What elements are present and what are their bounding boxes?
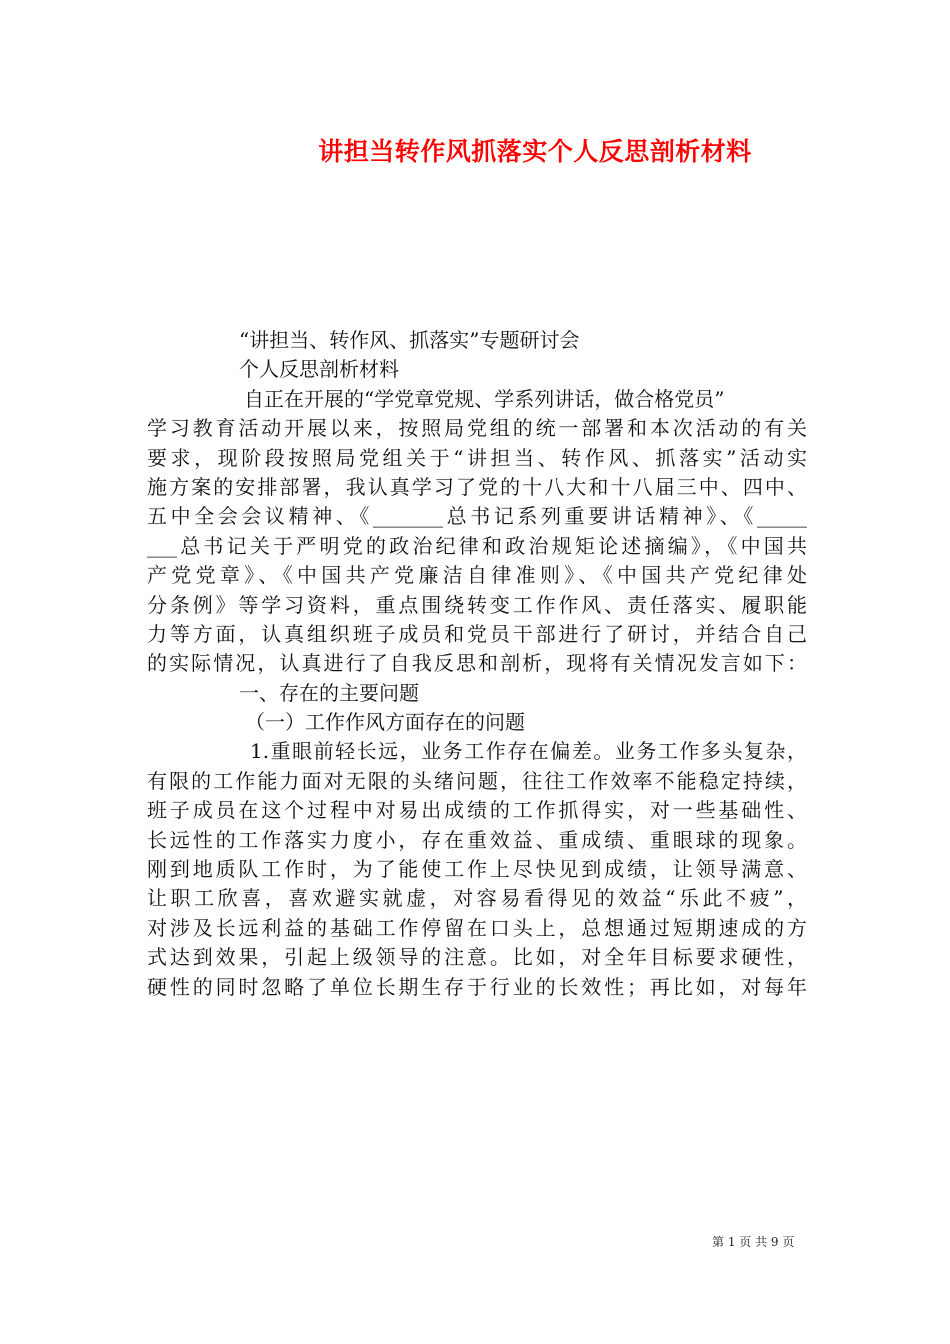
paragraph-line: ___总书记关于严明党的政治纪律和政治规矩论述摘编》，《中国共 xyxy=(147,533,807,558)
subtitle-line-2: 个人反思剖析材料 xyxy=(239,357,399,382)
paragraph-line: 产党党章》、《中国共产党廉洁自律准则》、《中国共产党纪律处 xyxy=(147,563,807,588)
point-line: 对涉及长远利益的基础工作停留在口头上，总想通过短期速成的方 xyxy=(147,915,807,940)
point-line: 长远性的工作落实力度小，存在重效益、重成绩、重眼球的现象。 xyxy=(147,827,807,852)
paragraph-line: 的实际情况，认真进行了自我反思和剖析，现将有关情况发言如下： xyxy=(147,651,807,676)
page-number-footer: 第 1 页 共 9 页 xyxy=(712,1235,795,1249)
point-line: 式达到效果，引起上级领导的注意。比如，对全年目标要求硬性， xyxy=(147,945,807,970)
point-line: 刚到地质队工作时，为了能使工作上尽快见到成绩，让领导满意、 xyxy=(147,857,807,882)
paragraph-line: 学习教育活动开展以来，按照局党组的统一部署和本次活动的有关 xyxy=(147,416,807,441)
document-body xyxy=(147,326,807,1002)
subtitle-line-1: “讲担当、转作风、抓落实”专题研讨会 xyxy=(239,328,580,352)
subsection-heading: （一）工作作风方面存在的问题 xyxy=(245,710,525,735)
paragraph-line: 要求，现阶段按照局党组关于“讲担当、转作风、抓落实”活动实 xyxy=(147,445,807,470)
paragraph-line: 自正在开展的“学党章党规、学系列讲话，做合格党员” xyxy=(244,386,725,411)
point-line: 硬性的同时忽略了单位长期生存于行业的长效性；再比如，对每年 xyxy=(147,974,807,999)
document-title: 讲担当转作风抓落实个人反思剖析材料 xyxy=(318,137,752,166)
paragraph-line: 分条例》等学习资料，重点围绕转变工作作风、责任落实、履职能 xyxy=(147,592,807,617)
point-line: 有限的工作能力面对无限的头绪问题，往往工作效率不能稳定持续， xyxy=(147,768,807,793)
point-line: 1.重眼前轻长远，业务工作存在偏差。业务工作多头复杂， xyxy=(250,739,807,764)
paragraph-line: 五中全会会议精神、《_______总书记系列重要讲话精神》、《_____ xyxy=(147,504,807,529)
paragraph-line: 施方案的安排部署，我认真学习了党的十八大和十八届三中、四中、 xyxy=(147,474,807,499)
point-line: 班子成员在这个过程中对易出成绩的工作抓得实，对一些基础性、 xyxy=(147,798,807,823)
section-heading: 一、存在的主要问题 xyxy=(239,680,419,705)
point-line: 让职工欣喜，喜欢避实就虚，对容易看得见的效益“乐此不疲”， xyxy=(147,886,807,911)
paragraph-line: 力等方面，认真组织班子成员和党员干部进行了研讨，并结合自己 xyxy=(147,621,807,646)
